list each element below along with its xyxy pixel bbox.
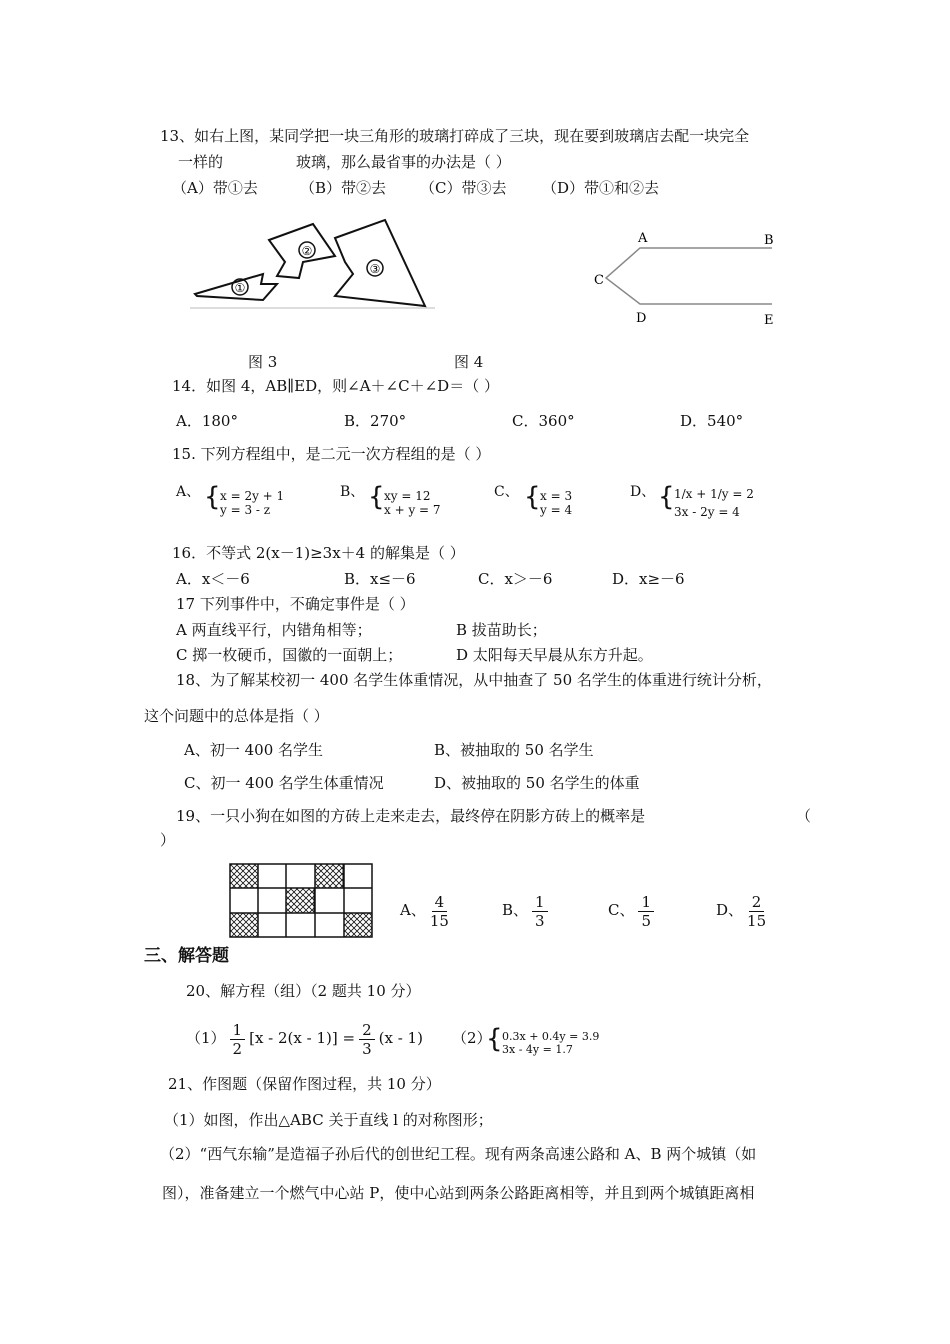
q13-option-c: （C）带③去 xyxy=(420,179,507,197)
shaded-tile xyxy=(230,864,258,888)
q21-part-1: （1）如图，作出△ABC 关于直线 l 的对称图形； xyxy=(164,1111,493,1129)
piece-2-label: ② xyxy=(301,244,313,258)
shaded-tile xyxy=(286,888,314,913)
piece-1-label: ① xyxy=(234,281,246,295)
q19-option-c: C、 $\frac{1}{5}$ xyxy=(608,890,654,930)
q14-option-b: B．270° xyxy=(344,412,407,430)
q13-option-b: （B）带②去 xyxy=(300,179,387,197)
q16-stem: 16．不等式 2(x－1)≥3x＋4 的解集是（ ） xyxy=(172,544,465,562)
q13-line1: 13、如右上图，某同学把一块三角形的玻璃打碎成了三块，现在要到玻璃店去配一块完全 xyxy=(160,127,750,145)
q20-part-1: （1） $\frac{1}{2}$ [x - 2(x - 1)] = $\frac{2}{3}$ (x - 1) xyxy=(186,1020,423,1058)
shaded-tile xyxy=(315,864,343,888)
q20-stem: 20、解方程（组）（2 题共 10 分） xyxy=(186,982,421,1000)
q15-option-c-system: x = 3 y = 4 xyxy=(540,489,573,517)
q15-option-b-label: B、 xyxy=(340,484,365,500)
q18-option-d: D、被抽取的 50 名学生的体重 xyxy=(434,774,640,792)
q15-option-a-label: A、 xyxy=(176,484,201,500)
q17-option-b: B 拔苗助长； xyxy=(456,621,547,639)
shaded-tile xyxy=(344,913,372,937)
q19-paren-open: （ xyxy=(796,807,812,825)
q19-tile-grid xyxy=(228,862,376,940)
q20-part-2-system: 0.3x + 0.4y = 3.9 3x - 4y = 1.7 xyxy=(502,1030,600,1056)
point-b: B xyxy=(764,233,774,248)
q17-option-c: C 掷一枚硬币，国徽的一面朝上； xyxy=(176,646,403,664)
q18-line2: 这个问题中的总体是指（ ） xyxy=(144,707,329,725)
q13-line2a: 一样的 xyxy=(178,153,224,171)
q14-stem: 14．如图 4，AB∥ED，则∠A＋∠C＋∠D＝（ ） xyxy=(172,377,499,395)
point-e: E xyxy=(764,313,774,328)
q18-option-a: A、初一 400 名学生 xyxy=(184,741,323,759)
q17-option-d: D 太阳每天早晨从东方升起。 xyxy=(456,646,653,664)
q16-option-d: D．x≥－6 xyxy=(612,570,685,588)
q21-part-2-line1: （2）“西气东输”是造福子孙后代的创世纪工程。现有两条高速公路和 A、B 两个城镇（如 xyxy=(160,1145,757,1163)
shaded-tile xyxy=(230,913,258,937)
q13-line2b: 玻璃，那么最省事的办法是（ ） xyxy=(296,153,511,171)
q16-option-c: C．x＞－6 xyxy=(478,570,553,588)
q15-option-c-label: C、 xyxy=(494,484,519,500)
point-a: A xyxy=(638,231,648,246)
q18-line1: 18、为了解某校初一 400 名学生体重情况，从中抽查了 50 名学生的体重进行统计分析， xyxy=(176,671,772,689)
q15-option-a-system: x = 2y + 1 y = 3 - z xyxy=(220,489,285,517)
q15-stem: 15. 下列方程组中，是二元一次方程组的是（ ） xyxy=(172,445,491,463)
figure-4-parallel-lines xyxy=(588,226,788,330)
q15-option-b-system: xy = 12 x + y = 7 xyxy=(384,489,441,517)
q14-option-a: A．180° xyxy=(176,412,238,430)
q17-stem: 17 下列事件中，不确定事件是（ ） xyxy=(176,595,415,613)
q14-option-d: D．540° xyxy=(680,412,744,430)
q19-option-b: B、 $\frac{1}{3}$ xyxy=(502,890,548,930)
q15-option-d-label: D、 xyxy=(630,484,656,500)
figure-3-glass-pieces xyxy=(185,212,445,314)
q19-paren-close: ） xyxy=(160,831,176,849)
figure-4-label: 图 4 xyxy=(454,353,484,371)
q21-stem: 21、作图题（保留作图过程，共 10 分） xyxy=(168,1075,441,1093)
q13-option-d: （D）带①和②去 xyxy=(542,179,660,197)
q17-option-a: A 两直线平行，内错角相等； xyxy=(176,621,372,639)
q20-part-2-label: （2） xyxy=(452,1029,492,1047)
q16-option-b: B．x≤－6 xyxy=(344,570,416,588)
q21-part-2-line2: 图），准备建立一个燃气中心站 P，使中心站到两条公路距离相等，并且到两个城镇距离相 xyxy=(162,1184,755,1202)
q13-option-a: （A）带①去 xyxy=(172,179,258,197)
figure-3-label: 图 3 xyxy=(248,353,278,371)
q19-option-a: A、 $\frac{4}{15}$ xyxy=(400,892,449,930)
q19-option-d: D、 $\frac{2}{15}$ xyxy=(716,892,767,930)
q16-option-a: A．x＜－6 xyxy=(176,570,250,588)
point-c: C xyxy=(594,273,604,288)
q19-stem: 19、一只小狗在如图的方砖上走来走去，最终停在阴影方砖上的概率是 xyxy=(176,807,646,825)
q15-option-d-system: 1/x + 1/y = 2 3x - 2y = 4 xyxy=(674,487,754,519)
point-d: D xyxy=(636,311,647,326)
q18-option-b: B、被抽取的 50 名学生 xyxy=(434,741,594,759)
piece-3-label: ③ xyxy=(369,262,381,276)
section-3-title: 三、解答题 xyxy=(144,946,229,966)
q18-option-c: C、初一 400 名学生体重情况 xyxy=(184,774,384,792)
q14-option-c: C．360° xyxy=(512,412,575,430)
